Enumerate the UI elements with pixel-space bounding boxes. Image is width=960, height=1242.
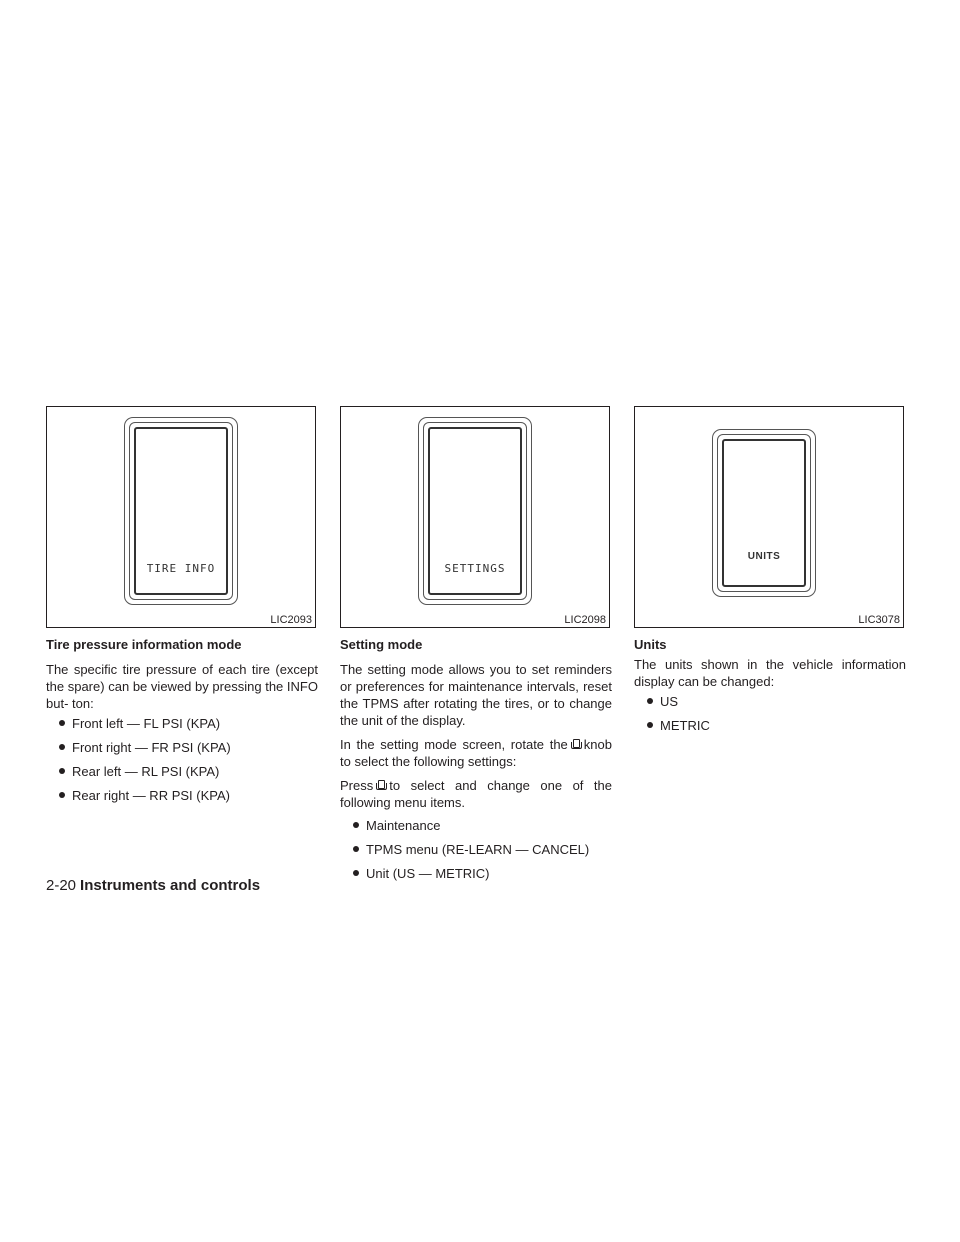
enter-knob-icon [571,739,581,750]
screen-label: SETTINGS [444,562,506,575]
paragraph: The units shown in the vehicle information display can be changed: [634,657,906,689]
figure-tire-info [46,406,316,628]
display-screen-frame [124,417,238,605]
list-item: Front right — FR PSI (KPA) [46,739,318,756]
paragraph: Press to select and change one of the following menu items. [340,778,612,810]
section-title: Instruments and controls [80,877,261,894]
figure-code: LIC2093 [270,614,312,626]
screen-label: UNITS [747,551,781,562]
paragraph: The specific tire pressure of each tire (except the spare) can be viewed by pressing the INFO but- ton: [46,662,318,711]
enter-knob-icon [376,780,386,791]
bullet-list [46,715,318,804]
list-item: Front left — FL PSI (KPA) [46,715,318,732]
column-setting-mode [340,406,612,882]
list-item: Maintenance [340,817,612,834]
display-screen-frame [712,429,816,597]
page-number: 2-20 [46,877,77,894]
list-item: Rear left — RL PSI (KPA) [46,763,318,780]
page-footer [46,877,260,895]
section-heading: Setting mode [340,637,423,652]
list-item: US [634,693,906,710]
paragraph: The setting mode allows you to set reminders or preferences for maintenance intervals, reset the TPMS after rotating the tires, or to change the unit of the display. [340,662,612,728]
bullet-list [340,817,612,882]
paragraph: In the setting mode screen, rotate the knob to select the following settings: [340,737,612,769]
section-heading: Units [634,637,667,652]
column-units [634,406,906,734]
figure-units [634,406,904,628]
list-item: METRIC [634,717,906,734]
display-screen-frame [418,417,532,605]
column-tire-pressure [46,406,318,804]
figure-settings [340,406,610,628]
list-item: TPMS menu (RE-LEARN — CANCEL) [340,841,612,858]
figure-code: LIC2098 [564,614,606,626]
list-item: Unit (US — METRIC) [340,865,612,882]
section-heading: Tire pressure information mode [46,637,242,652]
bullet-list [634,693,906,734]
list-item: Rear right — RR PSI (KPA) [46,787,318,804]
screen-label: TIRE INFO [146,562,216,575]
figure-code: LIC3078 [858,614,900,626]
